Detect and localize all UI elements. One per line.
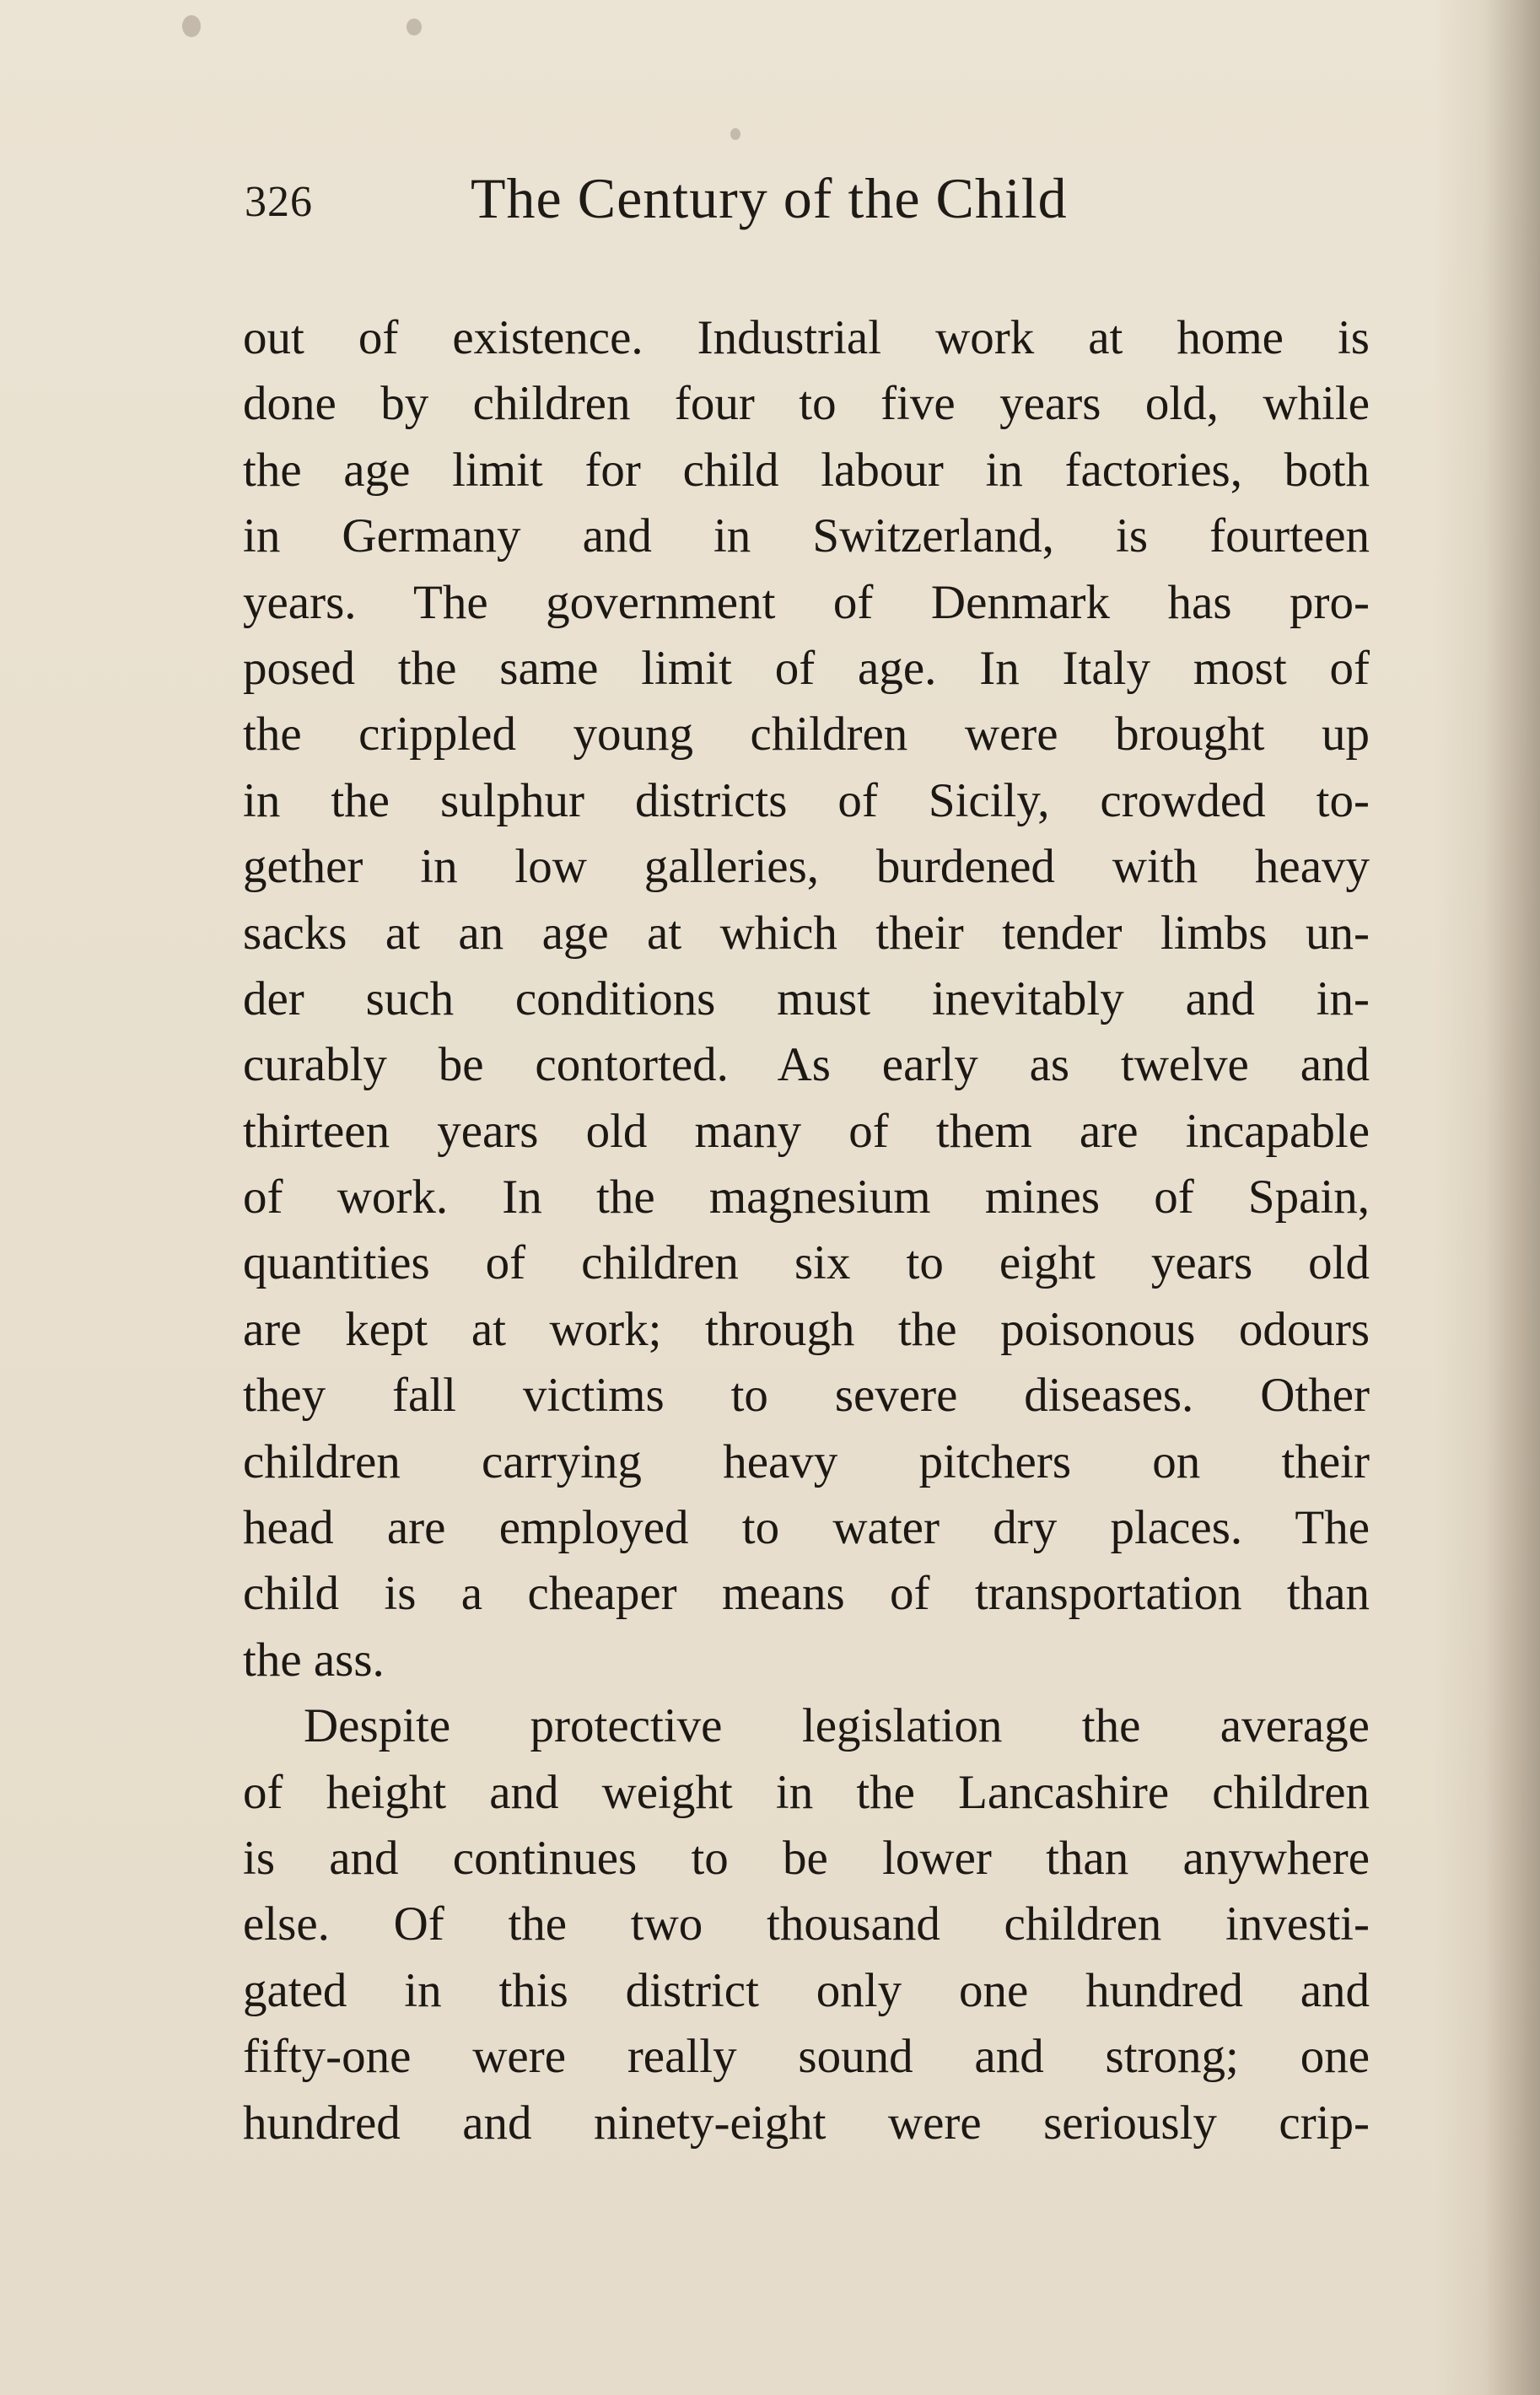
text-line: fifty-one were really sound and strong; one [243, 2030, 1370, 2084]
text-line: of height and weight in the Lancashire children [243, 1765, 1370, 1819]
text-line: sacks at an age at which their tender limbs un- [243, 906, 1370, 960]
paper-speck [182, 15, 201, 37]
text-line: the age limit for child labour in factories, both [243, 443, 1370, 497]
text-line: is and continues to be lower than anywhere [243, 1831, 1370, 1885]
text-line: of work. In the magnesium mines of Spain, [243, 1171, 1370, 1224]
paper-speck [407, 19, 422, 35]
text-line: done by children four to five years old, while [243, 377, 1370, 431]
text-line: posed the same limit of age. In Italy most of [243, 641, 1370, 695]
text-line: in Germany and in Switzerland, is fourteen [243, 509, 1370, 563]
text-line: gated in this district only one hundred and [243, 1963, 1370, 2017]
text-line: hundred and ninety-eight were seriously crip- [243, 2096, 1370, 2150]
text-line: children carrying heavy pitchers on their [243, 1434, 1370, 1488]
paper-speck [730, 128, 740, 140]
page-number: 326 [245, 178, 313, 226]
text-line: the crippled young children were brought up [243, 708, 1370, 762]
paragraph [243, 1693, 1370, 2156]
text-line: child is a cheaper means of transportation than [243, 1567, 1370, 1621]
text-line: the ass. [243, 1633, 385, 1687]
text-line: they fall victims to severe diseases. Other [243, 1369, 1370, 1423]
text-line: years. The government of Denmark has pro- [243, 575, 1370, 629]
text-line: else. Of the two thousand children investi- [243, 1897, 1370, 1951]
text-line: head are employed to water dry places. The [243, 1501, 1370, 1555]
text-line: der such conditions must inevitably and in- [243, 971, 1370, 1025]
text-line: quantities of children six to eight years old [243, 1236, 1370, 1290]
text-line: out of existence. Industrial work at home is [243, 311, 1370, 364]
paragraph [243, 305, 1370, 1693]
running-title: The Century of the Child [471, 166, 1068, 230]
text-line: thirteen years old many of them are incapable [243, 1104, 1370, 1158]
text-line: in the sulphur districts of Sicily, crowded to- [243, 773, 1370, 827]
body-text [243, 305, 1370, 2156]
text-line: gether in low galleries, burdened with heavy [243, 840, 1370, 894]
page-header [245, 165, 1375, 241]
text-line: Despite protective legislation the average [304, 1699, 1370, 1753]
text-line: are kept at work; through the poisonous odours [243, 1302, 1370, 1356]
text-line: curably be contorted. As early as twelve and [243, 1038, 1370, 1092]
